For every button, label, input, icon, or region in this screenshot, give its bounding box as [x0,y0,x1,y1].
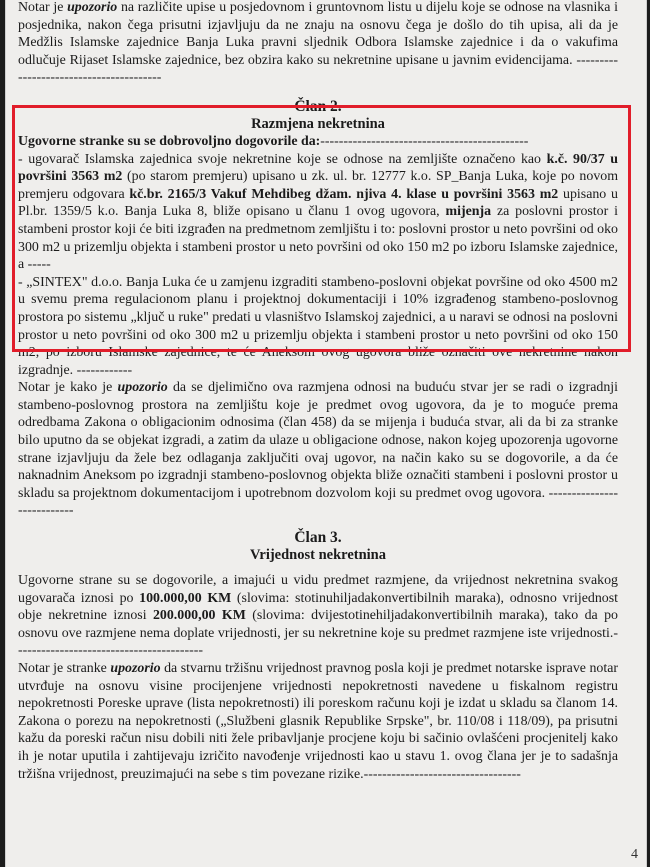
article-2-subtitle: Razmjena nekretnina [251,115,385,132]
document-page [6,0,646,867]
page-number: 4 [631,847,638,862]
article-3-title: Član 3. [294,529,342,547]
article-2-notary-warning: Notar je kako je upozorio da se djelimično ova razmjena odnosi na buduću stvar jer se radi o izgradnji stambeno-poslovnog prostora na zemljištu koje je predmet ovog ugovora, da je to moguće prema odredbama Zakona o obligacionim odnosima (član 458) da se mijenja i buduća stvar, ali da bi za stranke bilo uputno da se objekat izgradi, a zatim da ulaze u obligacione odnose, nakon kojeg upozorenja ugovorne strane izjavljuju da žele bez odlaganja zaključiti ovaj ugovor, na način kako su se dogovorile, a da će naknadnim Aneksom po izgradnji stambeno-poslovnog objekta bliže označiti stambeni i poslovni prostor u skladu sa projektnom dokumentacijom i upotrebnom dozvolom koji su predmet ovog ugovora. --------------------------- [18,380,618,519]
document-body [18,0,618,783]
article-2-item-2: - „SINTEX" d.o.o. Banja Luka će u zamjenu izgraditi stambeno-poslovni objekat površine od oko 4500 m2 u svemu prema regulacionom planu i projektnoj dokumentaciji i 10% izgrađenog stambeno-poslovnog prostora po sistemu „ključ u ruke" predati u vlasništvo Islamskoj zajednici, a u naravi se odnosi na poslovni prostor u neto površini od oko 300 m2 u prizemlju objekta i stambeni prostor u neto površini od oko 150 m2, po izboru Islamske zajednice, te će Aneksom ovog ugovora bliže označiti ove nekretnine nakon izgradnje. ------------ [18,274,618,378]
article-3-subtitle: Vrijednost nekretnina [249,547,386,564]
article-2-title: Član 2. [294,97,342,115]
article-3-paragraph-2: Notar je stranke upozorio da stvarnu tržišnu vrijednost pravnog posla koji je predmet notarske isprave notar utvrđuje na osnovu visine procijenjene vrijednosti nepokretnosti navedene u fiskalnom registru nepokretnosti Poreske uprave (lista nepokretnosti) ili poreskom računu koji je izdat u skladu sa članom 14. Zakona o porezu na nepokretnosti („Službeni glasnik Republike Srpske", br. 110/08 i 118/09), pa prisutni kažu da poreski račun nisu dobili niti žele pribavljanje procjene koju bi sačinio ovlašćeni procjenitelj kako ih je notar uputila i zahtijevaju izričito navođenje vrijednosti kao u stavu 1. ovog člana jer je to sadašnja tržišna vrijednost, preuzimajući na sebe s tim povezane rizike.---------------------------------- [18,661,619,782]
article-2-lead: Ugovorne stranke su se dobrovoljno dogovorile da:--------------------------------------------- [18,133,529,149]
article-3-paragraph-1: Ugovorne strane su se dogovorile, a imajući u vidu predmet razmjene, da vrijednost nekretnina svakog ugovarača iznosi po 100.000,00 KM (slovima: stotinuhiljadakonvertibilnih maraka), odnosno vrijednost obje nekretnine iznosi 200.000,00 KM (slovima: dvijestotinehiljadakonvertibilnih maraka), tako da po osnovu ove razmjene nema doplate vrijednosti, jer su nekretnine koje su predmet razmjene iste vrijednosti.----------------------------------------- [18,573,618,659]
article-2-item-1: - ugovarač Islamska zajednica svoje nekretnine koje se odnose na zemljište označeno kao k.č. 90/37 u površini 3563 m2 (po starom premjeru) upisano u zk. ul. br. 12777 k.o. SP_Banja Luka, koje po novom premjeru odgovara kč.br. 2165/3 Vakuf Mehdibeg džam. njiva 4. klase u površini 3563 m2 upisano u Pl.br. 1359/5 k.o. Banja Luka 8, bliže opisano u članu 1 ovog ugovora, mijenja za poslovni prostor i stambeni prostor koji će biti izgrađen na predmetnom zemljištu i to: poslovni prostor u neto površini od oko 300 m2 u prizemlju objekta i stambeni prostor u neto površini od oko 150 m2 po izboru Islamske zajednice, a ----- [18,151,619,273]
paragraph-notary-intro: Notar je upozorio na različite upise u posjedovnom i gruntovnom listu u dijelu koje se odnose na vlasnika i posjednika, nakon čega prisutni izjavljuju da ne znaju na osnovu čega je došlo do tih upisa, ali da je Medžlis Islamske zajednice Banja Luka pravni sljednik Odbora Islamske zajednice i da o vakufima odlučuje Rijaset Islamske zajednice, bez obzira kako su nekretnine upisane u javnim evidencijama. ---------------------------------------- [18,0,618,86]
